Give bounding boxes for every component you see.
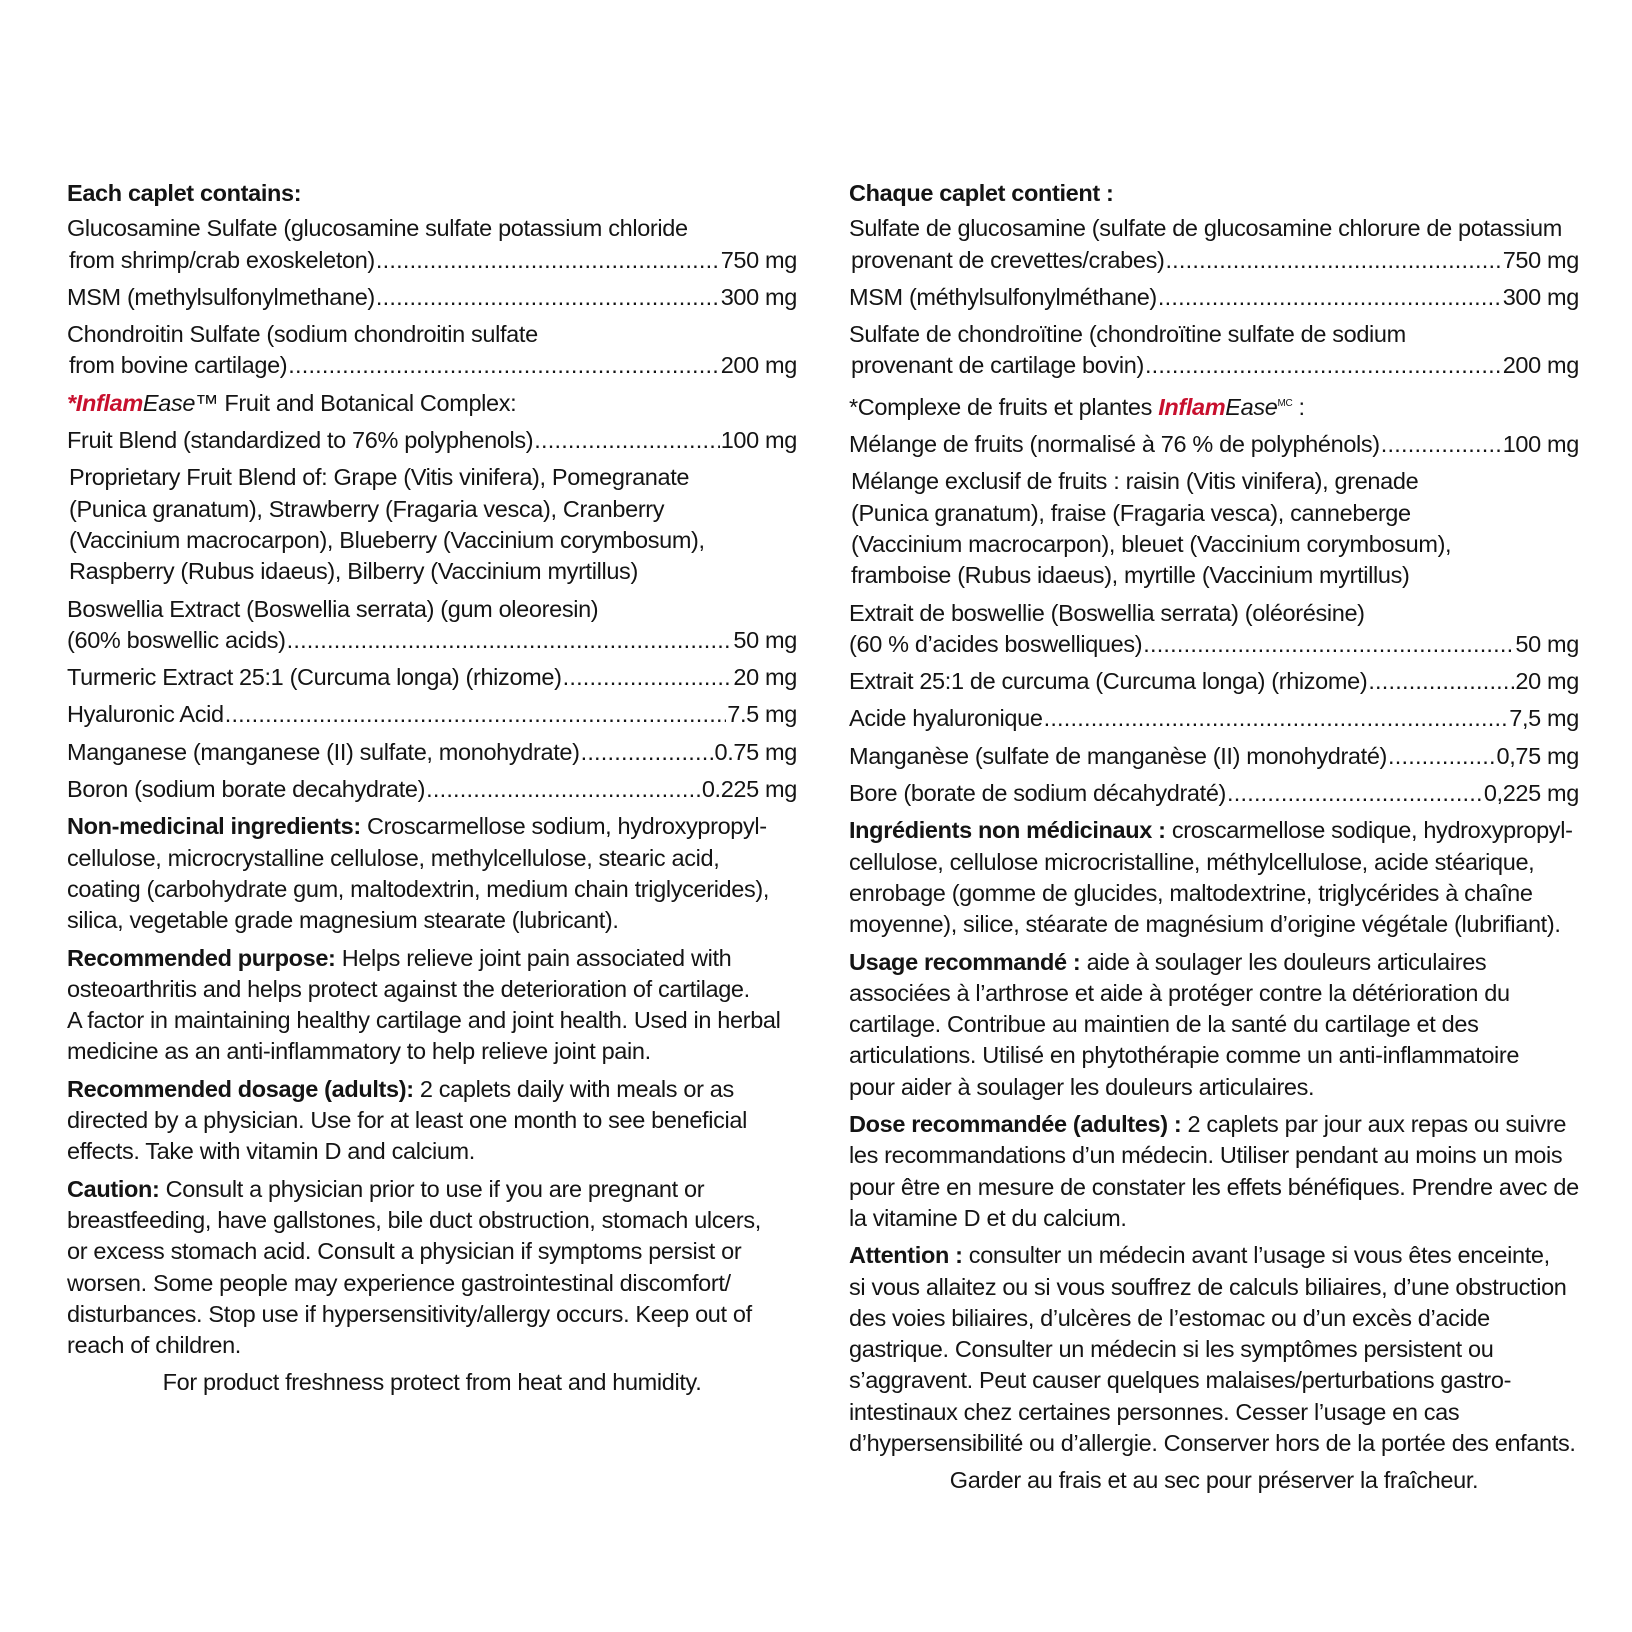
amount: 7,5 mg <box>1509 705 1579 732</box>
ingredient-turmeric-fr: Extrait 25:1 de curcuma (Curcuma longa) (rhizome) ..... 20 mg <box>849 666 1579 697</box>
complex-heading-en: *InflamEase™ Fruit and Botanical Complex: <box>67 389 517 416</box>
ingredient-chondroitin: Chondroitin Sulfate (sodium chondroitin sulfate from bovine cartilage) ..... 200 mg <box>67 319 797 382</box>
leader-dots <box>225 699 727 730</box>
non-medicinal-en: Non-medicinal ingredients: Croscarmellose sodium, hydroxypropyl- cellulose, microcrystalline cellulose, methylcellulose, stearic acid, coating (carbohydrate gum, maltodextrin, medium chain triglycerides), silica, vegetable grade magnesium stearate (lubricant). <box>67 813 770 934</box>
ingredient-turmeric: Turmeric Extract 25:1 (Curcuma longa) (rhizome) ..... 20 mg <box>67 662 797 693</box>
heading-fr: Chaque caplet contient : <box>849 180 1114 206</box>
heading-en: Each caplet contains: <box>67 180 302 206</box>
leader-dots <box>1158 282 1502 313</box>
amount: 50 mg <box>733 626 797 653</box>
brand-ease: Ease <box>142 389 196 416</box>
amount: 100 mg <box>720 427 797 454</box>
amount: 300 mg <box>1502 283 1579 310</box>
amount: 20 mg <box>1515 668 1579 695</box>
amount: 750 mg <box>1502 246 1579 273</box>
leader-dots <box>1381 429 1502 460</box>
caution-fr: Attention : consulter un médecin avant l’usage si vous êtes enceinte, si vous allaitez ou si vous souffrez de calculs biliaires, d’une obstruction des voies biliaires, d’ulcères de l’estomac ou d’un excès d’acide gastrique. Consulter un médecin si les symptômes persistent ou s’aggravent. Peut causer quelques malaises/perturbations gastro- intestinaux chez certaines personnes. Cesser l’usage en cas d’hypersensibilité ou d’allergie. Conserver hors de la portée des enfants. <box>849 1242 1576 1456</box>
ingredient-manganese: Manganese (manganese (II) sulfate, monohydrate) ..... 0.75 mg <box>67 737 797 768</box>
dosage-fr: Dose recommandée (adultes) : 2 caplets par jour aux repas ou suivre les recommandations d’un médecin. Utiliser pendant au moins un mois pour être en mesure de constater les effets bénéfiques. Prendre avec de la vitamine D et du calcium. <box>849 1111 1579 1231</box>
french-panel <box>849 178 1579 1497</box>
amount: 20 mg <box>733 664 797 691</box>
amount: 0,225 mg <box>1483 780 1579 807</box>
trademark-mc: MC <box>1277 397 1293 409</box>
leader-dots <box>1368 666 1514 697</box>
storage-note-en: For product freshness protect from heat and humidity. <box>162 1369 702 1396</box>
leader-dots <box>1143 629 1514 660</box>
leader-dots <box>426 774 701 805</box>
leader-dots <box>563 662 733 693</box>
ingredient-fruit-blend: Fruit Blend (standardized to 76% polyphenols) ..... 100 mg <box>67 425 797 456</box>
ingredient-chondroitin-fr: Sulfate de chondroïtine (chondroïtine sulfate de sodium provenant de cartilage bovin) ..... 200 mg <box>849 319 1579 382</box>
ingredient-hyaluronic: Hyaluronic Acid ..... 7.5 mg <box>67 699 797 730</box>
ingredient-glucosamine-fr: Sulfate de glucosamine (sulfate de glucosamine chlorure de potassium provenant de crevettes/crabes) ..... 750 mg <box>849 213 1579 276</box>
ingredient-boswellia-fr: Extrait de boswellie (Boswellia serrata) (oléorésine) (60 % d’acides boswelliques) ..... 50 mg <box>849 598 1579 661</box>
ingredient-msm: MSM (methylsulfonylmethane) ..... 300 mg <box>67 282 797 313</box>
ingredient-hyaluronic-fr: Acide hyaluronique ..... 7,5 mg <box>849 703 1579 734</box>
amount: 200 mg <box>720 352 797 379</box>
amount: 0.75 mg <box>714 738 797 765</box>
storage-note-fr: Garder au frais et au sec pour préserver la fraîcheur. <box>949 1467 1479 1494</box>
brand-ease: Ease <box>1225 393 1278 420</box>
ingredient-msm-fr: MSM (méthylsulfonylméthane) ..... 300 mg <box>849 282 1579 313</box>
leader-dots <box>376 245 720 276</box>
trademark: ™ <box>195 389 219 416</box>
leader-dots <box>1227 778 1483 809</box>
ingredient-fruit-blend-fr: Mélange de fruits (normalisé à 76 % de polyphénols) ..... 100 mg <box>849 429 1579 460</box>
leader-dots <box>288 350 719 381</box>
ingredient-boron-fr: Bore (borate de sodium décahydraté) ..... 0,225 mg <box>849 778 1579 809</box>
ingredient-boswellia: Boswellia Extract (Boswellia serrata) (gum oleoresin) (60% boswellic acids) ..... 50 mg <box>67 594 797 657</box>
dosage-en: Recommended dosage (adults): 2 caplets daily with meals or as directed by a physician. Use for at least one month to see beneficial effects. Take with vitamin D and calcium. <box>67 1075 747 1165</box>
amount: 300 mg <box>720 283 797 310</box>
amount: 0.225 mg <box>701 776 797 803</box>
leader-dots <box>1145 350 1502 381</box>
amount: 750 mg <box>720 246 797 273</box>
caution-en: Caution: Consult a physician prior to use if you are pregnant or breastfeeding, have gallstones, bile duct obstruction, stomach ulcers, or excess stomach acid. Consult a physician if symptoms persist or worsen. Some people may experience gastrointestinal discomfort/ disturbances. Stop use if hypersensitivity/allergy occurs. Keep out of reach of children. <box>67 1175 761 1359</box>
leader-dots <box>1165 245 1501 276</box>
ingredient-boron: Boron (sodium borate decahydrate) ..... 0.225 mg <box>67 774 797 805</box>
amount: 0,75 mg <box>1496 742 1579 769</box>
leader-dots <box>287 625 733 656</box>
leader-dots <box>534 425 719 456</box>
leader-dots <box>1388 741 1496 772</box>
english-panel <box>67 178 797 1399</box>
leader-dots <box>376 282 720 313</box>
amount: 50 mg <box>1515 630 1579 657</box>
purpose-fr: Usage recommandé : aide à soulager les douleurs articulaires associées à l’arthrose et aide à protéger contre la détérioration du cartilage. Contribue au maintien de la santé du cartilage et des articulations. Utilisé en phytothérapie comme un anti-inflammatoire pour aider à soulager les douleurs articulaires. <box>849 948 1520 1100</box>
amount: 200 mg <box>1502 352 1579 379</box>
proprietary-blend-en: Proprietary Fruit Blend of: Grape (Vitis vinifera), Pomegranate (Punica granatum), Strawberry (Fragaria vesca), Cranberry (Vaccinium macrocarpon), Blueberry (Vaccinium corymbosum), Raspberry (Rubus idaeus), Bilberry (Vaccinium myrtillus) <box>69 464 705 585</box>
amount: 100 mg <box>1502 431 1579 458</box>
brand-inflam: Inflam <box>1158 393 1226 420</box>
complex-heading-fr: *Complexe de fruits et plantes InflamEase$^{MC}$ : <box>849 393 1305 420</box>
ingredient-manganese-fr: Manganèse (sulfate de manganèse (II) monohydraté) ..... 0,75 mg <box>849 741 1579 772</box>
amount: 7.5 mg <box>727 701 797 728</box>
ingredient-glucosamine: Glucosamine Sulfate (glucosamine sulfate potassium chloride from shrimp/crab exoskeleton) ..... 750 mg <box>67 213 797 276</box>
leader-dots <box>1044 703 1509 734</box>
proprietary-blend-fr: Mélange exclusif de fruits : raisin (Vitis vinifera), grenade (Punica granatum), fraise (Fragaria vesca), canneberge (Vaccinium macrocarpon), bleuet (Vaccinium corymbosum), framboise (Rubus idaeus), myrtille (Vaccinium myrtillus) <box>851 468 1452 589</box>
purpose-en: Recommended purpose: Helps relieve joint pain associated with osteoarthritis and helps protect against the deterioration of cartilage. A factor in maintaining healthy cartilage and joint health. Used in herbal medicine as an anti-inflammatory to help relieve joint pain. <box>67 944 781 1065</box>
non-medicinal-fr: Ingrédients non médicinaux : croscarmellose sodique, hydroxypropyl- cellulose, cellulose microcristalline, méthylcellulose, acide stéarique, enrobage (gomme de glucides, maltodextrine, triglycérides à chaîne moyenne), silice, stéarate de magnésium d’origine végétale (lubrifiant). <box>849 817 1573 938</box>
brand-inflam: Inflam <box>75 389 143 416</box>
leader-dots <box>581 737 714 768</box>
